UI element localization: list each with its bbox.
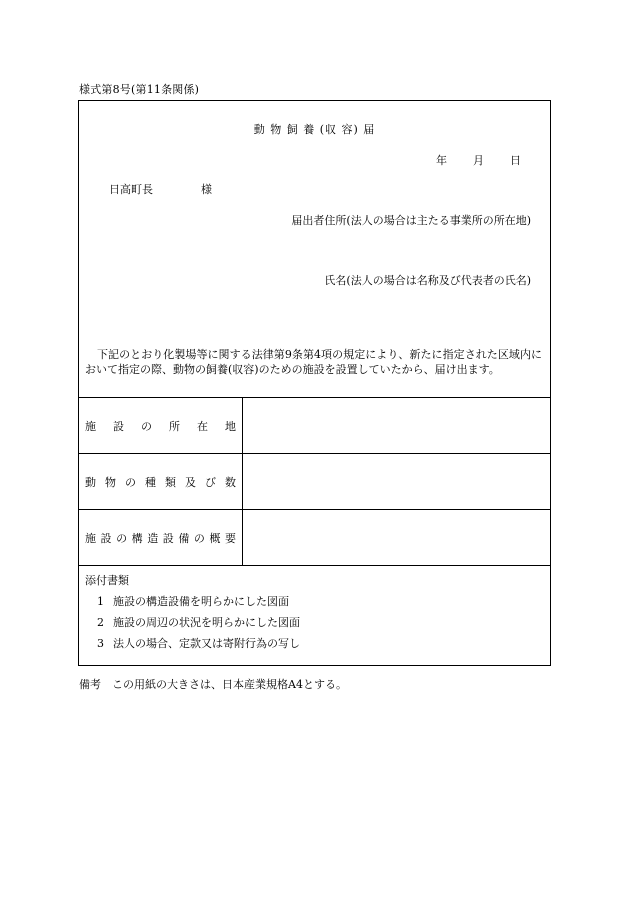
item-number: 1 xyxy=(97,595,104,608)
list-item xyxy=(97,612,544,633)
date-line xyxy=(436,152,520,168)
details-table xyxy=(79,397,550,654)
statement-text: 下記のとおり化製場等に関する法律第9条第4項の規定により、新たに指定された区域内において指定の際、動物の飼養(収容)のための施設を設置していたから、届け出ます。 xyxy=(85,348,542,376)
table-row xyxy=(79,453,550,509)
date-year-label: 年 xyxy=(436,154,447,167)
applicant-address-label: 届出者住所(法人の場合は主たる事業所の所在地) xyxy=(291,214,531,227)
list-item xyxy=(97,633,544,654)
form-number: 様式第8号(第11条関係) xyxy=(79,83,200,96)
table-row xyxy=(79,509,550,565)
facility-structure-field[interactable] xyxy=(243,510,550,565)
date-month-label: 月 xyxy=(473,154,484,167)
row-label xyxy=(79,398,243,453)
item-text: 法人の場合、定款又は寄附行為の写し xyxy=(113,637,300,650)
form-title: 動 物 飼 養 (収 容) 届 xyxy=(253,123,376,136)
item-number: 2 xyxy=(97,616,104,629)
animal-type-count-field[interactable] xyxy=(243,454,550,509)
row-label-text: 動物の種類及び数 xyxy=(85,475,236,489)
footnote: 備考 この用紙の大きさは、日本産業規格A4とする。 xyxy=(79,678,347,691)
item-text: 施設の構造設備を明らかにした図面 xyxy=(113,595,289,608)
row-label xyxy=(79,454,243,509)
table-row xyxy=(79,397,550,453)
item-text: 施設の周辺の状況を明らかにした図面 xyxy=(113,616,300,629)
row-label-text: 施設の所在地 xyxy=(85,419,236,433)
addressee-honorific: 様 xyxy=(201,183,212,196)
list-item xyxy=(97,591,544,612)
attachments-heading: 添付書類 xyxy=(85,574,129,587)
row-label xyxy=(79,510,243,565)
facility-location-field[interactable] xyxy=(243,398,550,453)
applicant-name-label: 氏名(法人の場合は名称及び代表者の氏名) xyxy=(324,274,531,287)
date-day-label: 日 xyxy=(510,154,521,167)
addressee xyxy=(109,181,212,197)
row-label-text: 施設の構造設備の概要 xyxy=(85,531,236,545)
item-number: 3 xyxy=(97,637,104,650)
addressee-name: 日高町長 xyxy=(109,183,153,196)
attachments-section xyxy=(79,565,550,654)
form-frame xyxy=(78,100,551,666)
